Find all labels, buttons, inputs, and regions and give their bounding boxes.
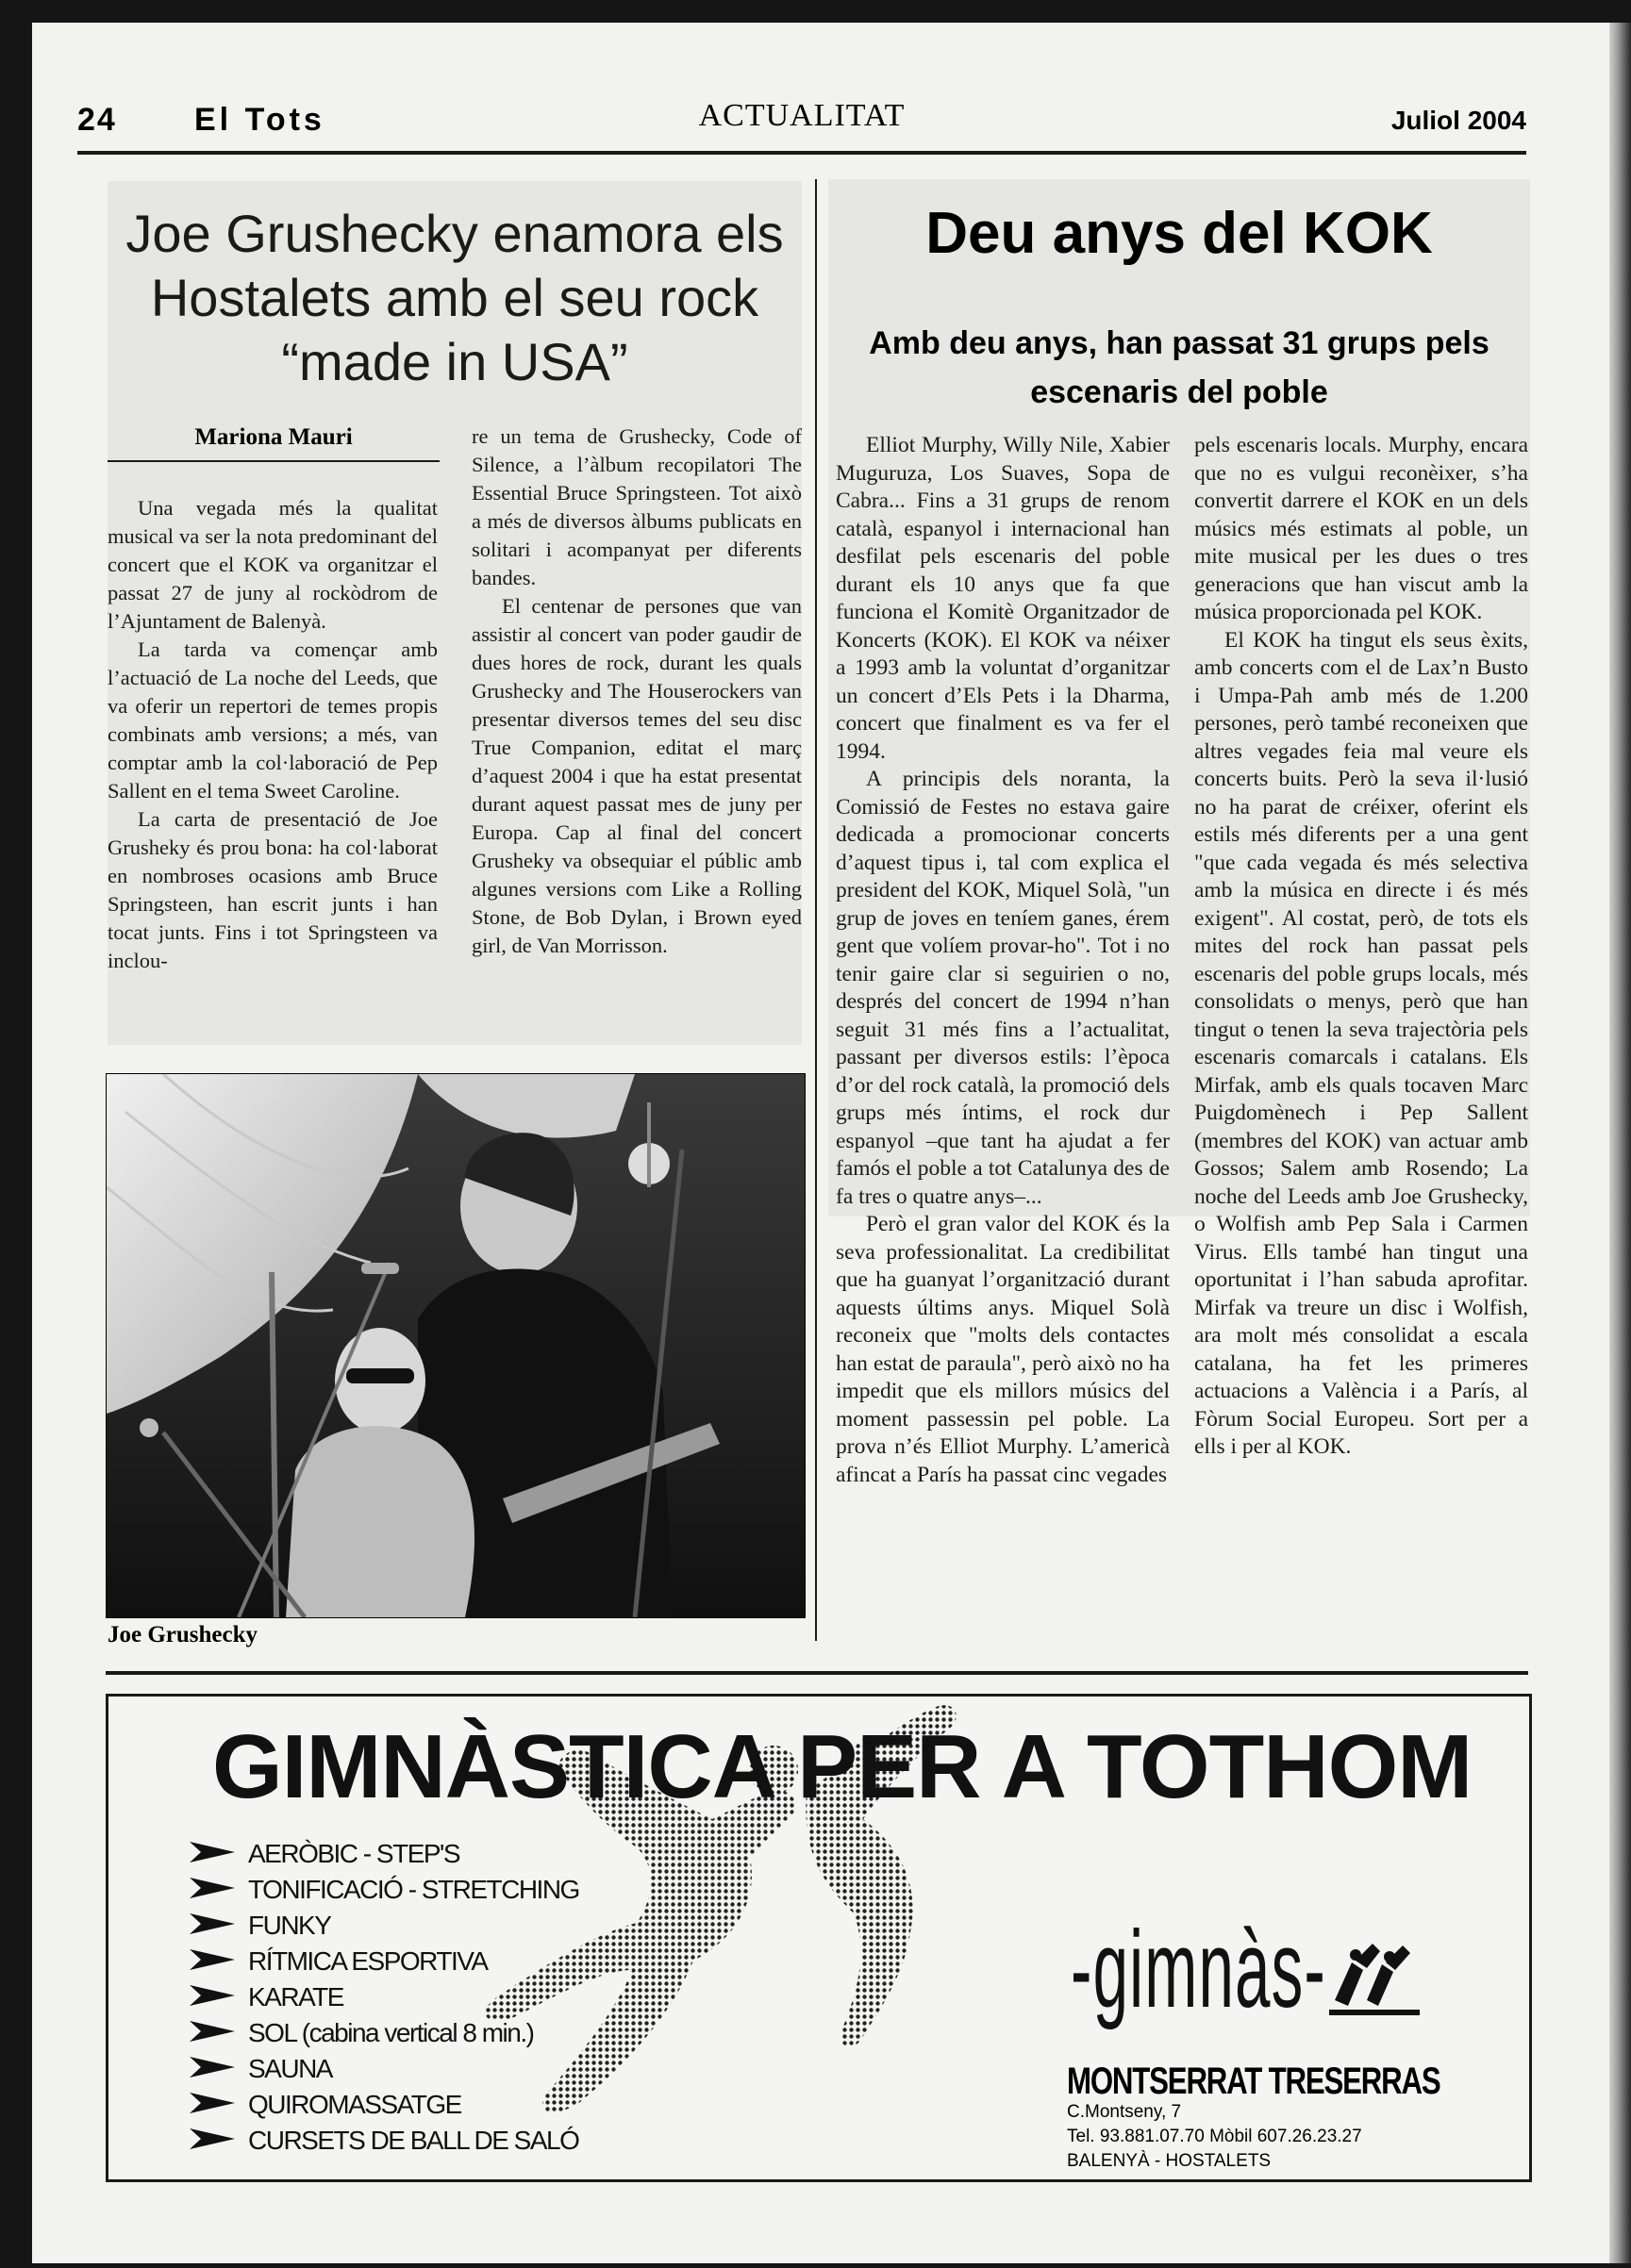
list-item (190, 1872, 579, 1908)
paragraph: El KOK ha tingut els seus èxits, amb concerts com el de Lax’n Busto i Umpa-Pah amb més de 1.200 persones, però també reconeixen que altres vegades feia mal veure els concerts buits. Però la seva il·lusió no ha parat de créixer, oferint els estils més diferents per a una gent "que cada vegada és més selectiva amb la música en directe i és més exigent". Al costat, però, de tots els mites del rock han passat pels escenaris del poble grups locals, més consolidats o menys, però que han tingut o tenen la seva trajectòria pels escenaris comarcals i catalans. Els Mirfak, amb els quals tocaven Marc Puigdomènech i Pep Sallent (membres del KOK) van actuar amb Gossos; Salem amb Rosendo; La noche del Leeds amb Joe Grushecky, o Wolfish amb Pep Sala i Carmen Virus. Ells també han tingut una oportunitat i l’han sabuda aprofitar. Mirfak va treure un disc i Wolfish, ara molt més consolidat a escala catalana, ha fet les primeres actuacions a València i a París, al Fòrum Social Europeu. Sort per a ells i per al KOK. (1194, 627, 1528, 1459)
service-label: CURSETS DE BALL DE SALÓ (248, 2126, 579, 2155)
gym-brand: -gimnàs- (1071, 1908, 1326, 2030)
arrow-icon (190, 1872, 239, 1908)
page-header (77, 83, 1526, 143)
right-article-subtitle: Amb deu anys, han passat 31 grups pels escenaris del poble (869, 325, 1490, 410)
arrow-icon (190, 2015, 239, 2051)
service-label: AERÒBIC - STEP'S (248, 1839, 460, 1868)
gym-town: BALENYÀ - HOSTALETS (1067, 2151, 1272, 2171)
services-list (190, 1836, 579, 2159)
paragraph: La tarda va començar amb l’actuació de La noche del Leeds, que va oferir un repertori de temes propis combinats amb versions; a més, van comptar amb la col·laboració de Pep Sallent en el tema Sweet Caroline. (108, 637, 438, 803)
list-item (190, 1836, 579, 1872)
left-article-column-1 (108, 494, 438, 975)
list-item (190, 2015, 579, 2051)
arrow-icon (190, 1979, 239, 2015)
list-item (190, 1944, 579, 1979)
gym-phone: Tel. 93.881.07.70 Mòbil 607.26.23.27 (1067, 2127, 1362, 2146)
arrow-icon (190, 1836, 239, 1872)
service-label: SOL (cabina vertical 8 min.) (248, 2018, 534, 2047)
left-article-title: Joe Grushecky enamora els Hostalets amb el seu rock “made in USA” (125, 204, 784, 391)
gym-advertisement (106, 1694, 1532, 2182)
ad-title: GIMNÀSTICA PER A TOTHOM (212, 1716, 1473, 1817)
service-label: RÍTMICA ESPORTIVA (248, 1946, 488, 1976)
right-article-column-2 (1194, 432, 1528, 1462)
service-label: TONIFICACIÓ - STRETCHING (248, 1875, 579, 1904)
section-name: ACTUALITAT (698, 98, 906, 133)
paragraph: La carta de presentació de Joe Grusheky és prou bona: ha col·laborat en nombroses ocasions amb Bruce Springsteen, han escrit junts i han tocat junts. Fins i tot Springsteen va inclou- (108, 807, 438, 972)
right-article-title: Deu anys del KOK (925, 201, 1433, 266)
header-rule (77, 151, 1526, 155)
page-number: 24 (77, 102, 117, 138)
list-item (190, 2051, 579, 2087)
service-label: FUNKY (248, 1911, 331, 1940)
gym-address: C.Montseny, 7 (1067, 2102, 1182, 2122)
concert-photo-illustration (107, 1074, 805, 1617)
arrow-icon (190, 2087, 239, 2123)
service-label: SAUNA (248, 2054, 332, 2083)
list-item (190, 1908, 579, 1944)
arrow-icon (190, 2051, 239, 2087)
photo-caption: Joe Grushecky (108, 1622, 258, 1647)
right-article-column-1 (836, 432, 1170, 1489)
service-label: QUIROMASSATGE (248, 2090, 461, 2119)
list-item (190, 1979, 579, 2015)
paragraph: Una vegada més la qualitat musical va ser la nota predominant del concert que el KOK va organitzar el passat 27 de juny al rockòdrom de l’Ajuntament de Balenyà. (108, 496, 438, 633)
issue-date: Juliol 2004 (1390, 106, 1526, 135)
byline-rule (108, 460, 440, 462)
gym-contact (1067, 2100, 1362, 2174)
list-item (190, 2123, 579, 2159)
left-article-column-2 (472, 422, 802, 960)
ad-rule (106, 1671, 1528, 1675)
column-divider (815, 179, 817, 1641)
page-edge (1609, 23, 1631, 2263)
arrow-icon (190, 2123, 239, 2159)
concert-photo (106, 1073, 806, 1618)
publication-name: El Tots (194, 102, 325, 138)
paragraph: Però el gran valor del KOK és la seva professionalitat. La credibilitat que ha guanyat l’organització durant aquests últims anys. Miquel Solà reconeix que "molts dels contactes han estat de paraula", però això no ha impedit que els millors músics del moment passessin pel poble. La prova n’és Elliot Murphy. L’americà afincat a París ha passat cinc vegades (836, 1212, 1170, 1487)
arrow-icon (190, 1908, 239, 1944)
service-label: KARATE (248, 1982, 343, 2011)
paragraph: re un tema de Grushecky, Code of Silence, a l’àlbum recopilatori The Essential Bruce Springsteen. Tot això a més de diversos àlbums publicats en solitari i acompanyat per diferents bandes. (472, 424, 802, 589)
byline: Mariona Mauri (194, 424, 353, 450)
paragraph: Elliot Murphy, Willy Nile, Xabier Muguruza, Los Suaves, Sopa de Cabra... Fins a 31 grups de renom català, espanyol i internacional han desfilat pels escenaris del poble durant els 10 anys que fa que funciona el Komitè Organitzador de Koncerts (KOK). El KOK va néixer a 1993 amb la voluntat d’organitzar un concert d’Els Pets i la Dharma, concert que finalment es va fer el 1994. (836, 433, 1170, 764)
paragraph: A principis dels noranta, la Comissió de Festes no estava gaire dedicada a promocionar concerts d’aquest tipus i, tal com explica el president del KOK, Miquel Solà, "un grup de joves en teníem ganes, érem gent que volíem provar-ho". Tot i no tenir gaire clar si seguirien o no, després del concert de 1994 n’han seguit 31 més fins a l’actualitat, passant per diversos estils: l’època d’or del rock català, la promoció dels grups més íntims, el rock dur espanyol –que tant ha ajudat a fer famós el poble a tot Catalunya des de fa tres o quatre anys–... (836, 767, 1170, 1209)
gym-name: MONTSERRAT TRESERRAS (1067, 2061, 1440, 2102)
arrow-icon (190, 1944, 239, 1979)
paragraph: El centenar de persones que van assistir al concert van poder gaudir de dues hores de rock, durant les quals Grushecky and The Houserockers van presentar diversos temes del seu disc True Companion, editat el març d’aquest 2004 i que ha estat presentat durant aquest passat mes de juny per Europa. Cap al final del concert Grusheky va obsequiar el públic amb algunes versions com Like a Rolling Stone, de Bob Dylan, i Brown eyed girl, de Van Morrisson. (472, 594, 802, 957)
paragraph: pels escenaris locals. Murphy, encara que no es vulgui reconèixer, s’ha convertit darrere el KOK en un dels músics més estimats al poble, un mite musical per les dues o tres generacions que han viscut amb la música proporcionada pel KOK. (1194, 433, 1528, 624)
list-item (190, 2087, 579, 2123)
